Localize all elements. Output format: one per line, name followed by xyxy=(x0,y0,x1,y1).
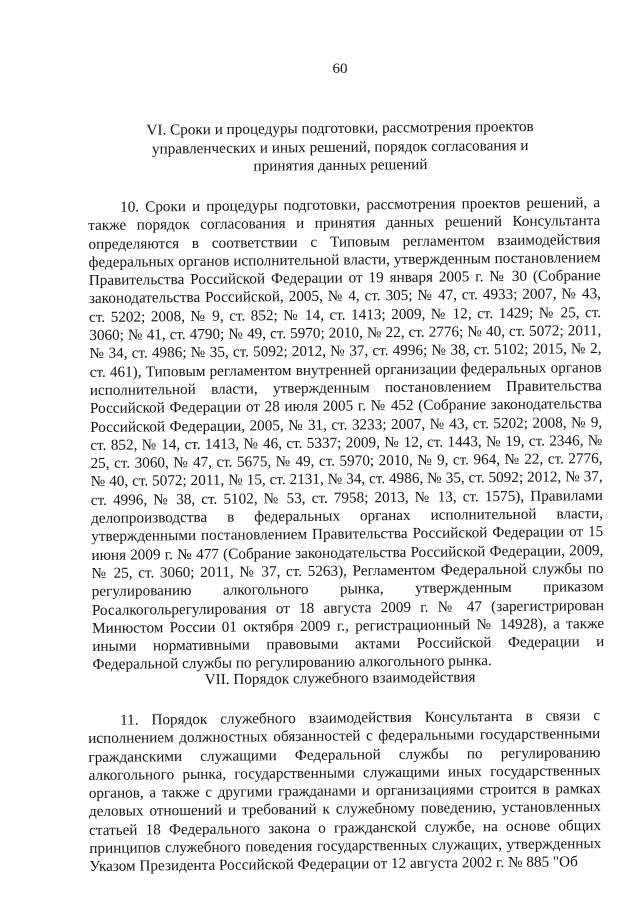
section-6-heading: VI. Сроки и процедуры подготовки, рассмотрения проектов управленческих и иных решений, порядок согласования и принятия данных решений xyxy=(146,118,534,175)
paragraph-10: 10. Сроки и процедуры подготовки, рассмотрения проектов решений, а также порядок согласования и принятия данных решений Консультанта определяются в соответствии с Типовым регламентом взаимодействия федеральных органов исполнительной власти, утвержденным постановлением Правительства Российской Федерации от 19 января 2005 г. № 30 (Собрание законодательства Российской, 2005, № 4, ст. 305; № 47, ст. 4933; 2007, № 43, ст. 5202; 2008, № 9, ст. 852; № 14, ст. 1413; 2009, № 12, ст. 1429; № 25, ст. 3060; № 41, ст. 4790; № 49, ст. 5970; 2010, № 22, ст. 2776; № 40, ст. 5072; 2011, № 34, ст. 4986; № 35, ст. 5092; 2012, № 37, ст. 4996; № 38, ст. 5102; 2015, № 2, ст. 461), Типовым регламентом внутренней организации федеральных органов исполнительной власти, утвержденным постановлением Правительства Российской Федерации от 28 июля 2005 г. № 452 (Собрание законодательства Российской Федерации, 2005, № 31, ст. 3233; 2007, № 43, ст. 5202; 2008, № 9, ст. 852, № 14, ст. 1413, № 46, ст. 5337; 2009, № 12, ст. 1443, № 19, ст. 2346, № 25, ст. 3060, № 47, ст. 5675, № 49, ст. 5970; 2010, № 9, ст. 964, № 22, ст. 2776, № 40, ст. 5072; 2011, № 15, ст. 2131, № 34, ст. 4986, № 35, ст. 5092; 2012, № 37, ст. 4996, № 38, ст. 5102, № 53, ст. 7958; 2013, № 13, ст. 1575), Правилами делопроизводства в федеральных органах исполнительной власти, утвержденными постановлением Правительства Российской Федерации от 15 июня 2009 г. № 477 (Собрание законодательства Российской Федерации, 2009, № 25, ст. 3060; 2011, № 37, ст. 5263), Регламентом Федеральной службы по регулированию алкогольного рынка, утвержденным приказом Росалкогольрегулирования от 18 августа 2009 г. № 47 (зарегистрирован Минюстом России 01 октября 2009 г., регистрационный № 14928), а также иными нормативными правовыми актами Российской Федерации и Федеральной службы по регулированию алкогольного рынка. xyxy=(88,194,605,674)
page-number: 60 xyxy=(332,61,348,77)
paragraph-11: 11. Порядок служебного взаимодействия Консультанта в связи с исполнением должностных обязанностей с федеральными государственными гражданскими служащими Федеральной службы по регулированию алкогольного рынка, государственными служащими иных государственных органов, а также с другими гражданами и организациями строится в рамках деловых отношений и требований к служебному поведению, установленных статьей 18 Федерального закона о гражданской службе, на основе общих принципов служебного поведения государственных служащих, утвержденных Указом Президента Российской Федерации от 12 августа 2002 г. № 885 "Об xyxy=(88,707,602,876)
section-7-heading: VII. Порядок служебного взаимодействия xyxy=(204,668,476,689)
